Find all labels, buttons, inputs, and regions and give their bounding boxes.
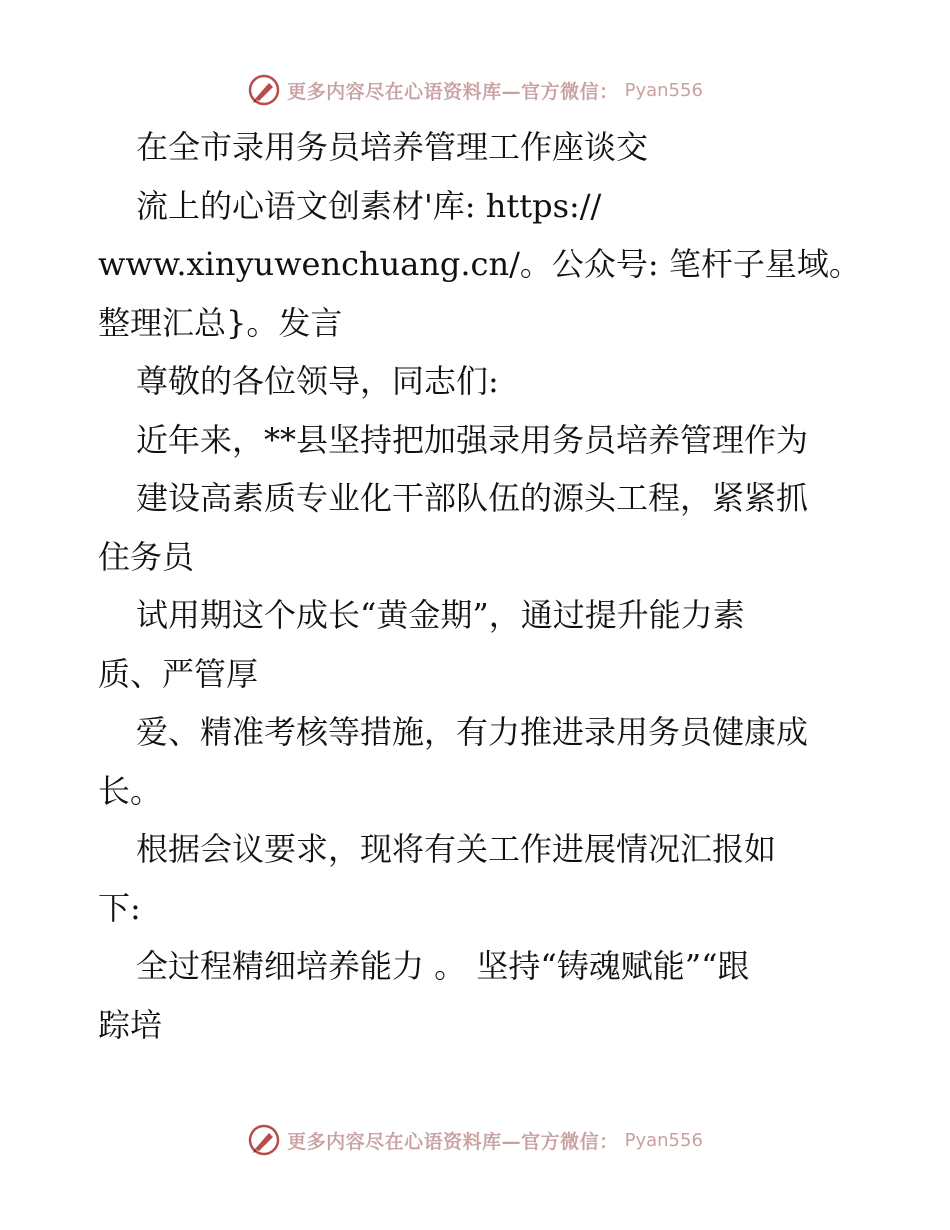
text-line: 在全市录用务员培养管理工作座谈交 (136, 128, 649, 166)
header-banner (0, 70, 950, 110)
text-line: 长。 (98, 771, 163, 810)
pen-logo-icon (247, 73, 281, 107)
text-line: 下: (98, 888, 141, 927)
banner-contact: Pyan556 (624, 1129, 703, 1151)
text-line: 试用期这个成长“黄金期”，通过提升能力素 (136, 596, 745, 634)
text-line: 质、严管厚 (98, 654, 259, 693)
document-body (98, 118, 861, 1054)
text-line: 流上的心语文创素材'库: https:// (136, 186, 602, 225)
banner-text: 更多内容尽在心语资料库—官方微信： (287, 1130, 619, 1153)
text-line: 踪培 (98, 1005, 163, 1044)
pen-logo-icon (247, 1123, 281, 1157)
text-line: www.xinyuwenchuang.cn/。公众号: 笔杆子星域。 (98, 245, 861, 283)
text-line: 建设高素质专业化干部队伍的源头工程，紧紧抓 (136, 479, 809, 517)
text-line: 住务员 (98, 537, 195, 576)
text-line: 根据会议要求，现将有关工作进展情况汇报如 (136, 830, 777, 868)
text-line: 爱、精准考核等措施，有力推进录用务员健康成 (136, 713, 809, 751)
footer-banner (0, 1120, 950, 1160)
text-line: 近年来，**县坚持把加强录用务员培养管理作为 (136, 420, 809, 459)
text-line: 全过程精细培养能力 。 坚持“铸魂赋能”“跟 (136, 947, 750, 985)
banner-contact: Pyan556 (624, 79, 703, 101)
text-line: 尊敬的各位领导，同志们: (136, 362, 499, 400)
banner-text: 更多内容尽在心语资料库—官方微信： (287, 80, 619, 103)
text-line: 整理汇总}。发言 (98, 303, 343, 342)
